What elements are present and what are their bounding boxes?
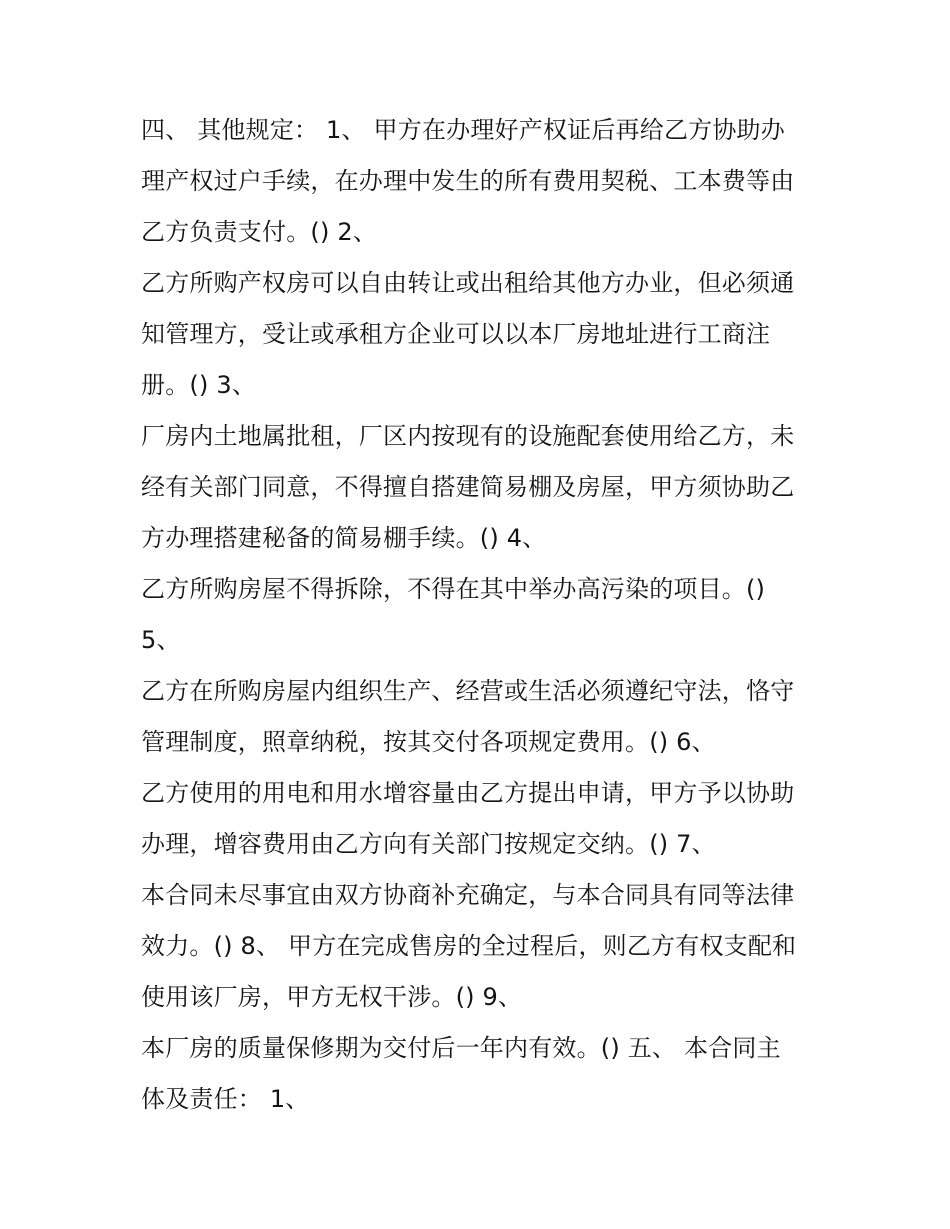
- text-line: 体及责任： 1、: [141, 1085, 310, 1113]
- text-line: 知管理方，受让或承租方企业可以以本厂房地址进行工商注: [141, 320, 771, 348]
- text-line: 乙方在所购房屋内组织生产、经营或生活必须遵纪守法，恪守: [141, 677, 795, 705]
- text-line: 本合同未尽事宜由双方协商补充确定，与本合同具有同等法律: [141, 881, 795, 909]
- text-line: 5、: [141, 626, 181, 654]
- text-line: 理产权过户手续，在办理中发生的所有费用契税、工本费等由: [141, 167, 795, 195]
- text-line: 方办理搭建秘备的简易棚手续。() 4、: [141, 524, 547, 552]
- text-line: 本厂房的质量保修期为交付后一年内有效。() 五、 本合同主: [141, 1034, 781, 1062]
- text-line: 经有关部门同意，不得擅自搭建简易棚及房屋，甲方须协助乙: [141, 473, 795, 501]
- text-line: 册。() 3、: [141, 371, 257, 399]
- text-line: 乙方负责支付。() 2、: [141, 218, 378, 246]
- text-line: 乙方使用的用电和用水增容量由乙方提出申请，甲方予以协助: [141, 779, 795, 807]
- text-line: 厂房内土地属批租，厂区内按现有的设施配套使用给乙方，未: [141, 422, 795, 450]
- document-body: [141, 110, 821, 1130]
- text-line: 四、 其他规定： 1、 甲方在办理好产权证后再给乙方协助办: [141, 116, 785, 144]
- text-line: 乙方所购产权房可以自由转让或出租给其他方办业，但必须通: [141, 269, 795, 297]
- text-line: 效力。() 8、 甲方在完成售房的全过程后，则乙方有权支配和: [141, 932, 797, 960]
- text-line: 管理制度，照章纳税，按其交付各项规定费用。() 6、: [141, 728, 716, 756]
- text-line: 使用该厂房，甲方无权干涉。() 9、: [141, 983, 523, 1011]
- text-line: 乙方所购房屋不得拆除，不得在其中举办高污染的项目。(): [141, 575, 766, 603]
- text-line: 办理，增容费用由乙方向有关部门按规定交纳。() 7、: [141, 830, 716, 858]
